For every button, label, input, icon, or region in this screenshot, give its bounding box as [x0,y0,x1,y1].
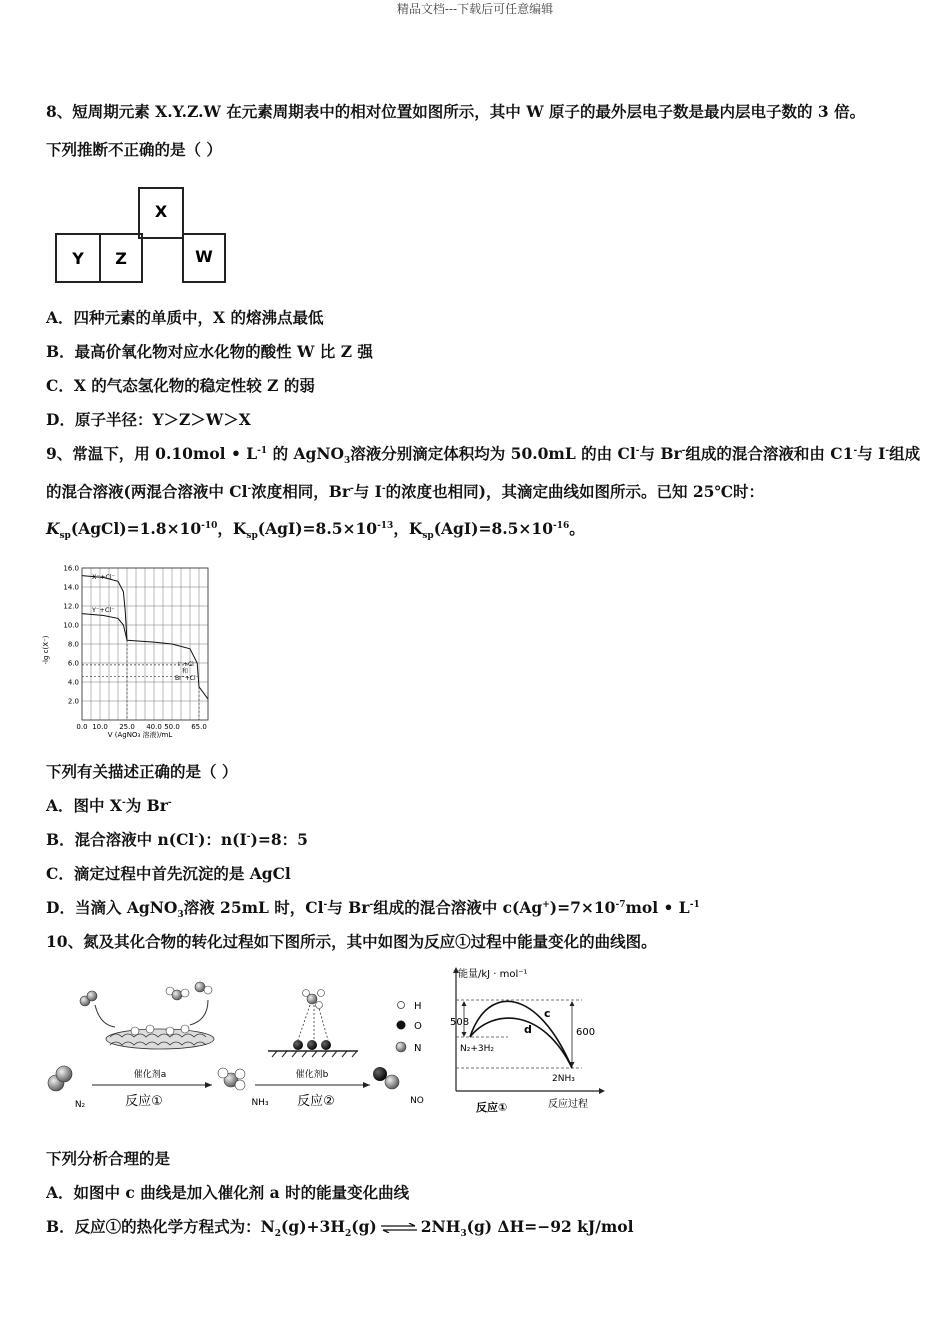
q9-option-d: D．当滴入 AgNO$_3$溶液 25mL 时，Cl-与 Br-组成的混合溶液中 $c(Ag^+)=7\times 10^{-7}mol$ • $L^{-1}$ [46,898,700,921]
catalyst-a-label: 催化剂a [133,1070,167,1080]
q10-option-b: B．反应①的热化学方程式为：$N_2(g)+3H_2(g)$ $2NH_3(g)$ ΔH=−92 kJ/mol [46,1217,634,1240]
label-products: 2NH₃ [552,1074,575,1084]
x-tick-label: 0.0 [76,723,88,731]
cell-x-label: X [154,202,168,221]
q10-option-a: A．如图中 c 曲线是加入催化剂 a 时的能量变化曲线 [46,1183,410,1202]
nh3-label: NH₃ [251,1098,269,1108]
cell-y-label: Y [72,249,84,268]
q9-ksp-line: $K_{sp}(AgCl)=1.8\times 10^{-10}$，$K_{sp}(AgI)=8.5\times 10^{-13}$，$K_{sp}(AgI)=8.5\times 10^{-16}$。 [46,519,585,542]
y-tick-label: 6.0 [67,659,79,668]
right-label-1: I⁻+Cl⁻ [178,661,197,668]
q8-option-d: D．原子半径：Y＞Z＞W＞X [46,410,251,429]
y-tick-label: 12.0 [63,602,79,611]
label-reactants: N₂+3H₂ [460,1044,494,1054]
periodic-table-figure [52,184,232,286]
q8-option-a: A．四种元素的单质中，X 的熔沸点最低 [46,308,324,327]
y-tick-label: 2.0 [67,697,79,706]
q9-stem-line1: 9、常温下，用 0.10mol • $L^{-1}$ 的 AgNO$_3$溶液分别滴定体积均为 50.0mL 的由 Cl-与 Br-组成的混合溶液和由 C1-与 I-组成 [46,444,921,467]
y-tick-label: 10.0 [63,621,79,630]
energy-x-label: 反应过程 [548,1099,588,1110]
reaction-1-label: 反应① [125,1094,163,1109]
q9-ask: 下列有关描述正确的是（ ） [46,762,238,781]
series-y-label: Y⁻+Cl⁻ [92,606,115,614]
chart-x-label: V (AgNO₃ 溶液)/mL [107,731,173,739]
legend-o: O [414,1021,422,1032]
q8-stem-line1: 8、短周期元素 X.Y.Z.W 在元素周期表中的相对位置如图所示，其中 W 原子的最外层电子数是最内层电子数的 3 倍。 [46,102,866,121]
chart-y-label: -lg c(X⁻) [42,635,50,665]
reaction-2-label: 反应② [297,1094,335,1109]
label-508: 508 [450,1017,470,1028]
titration-chart [40,560,225,745]
y-tick-label: 14.0 [63,583,79,592]
label-600: 600 [576,1027,596,1038]
no-label: NO [410,1096,424,1106]
label-curve-c: c [544,1007,551,1020]
series-x-label: X⁻+Cl⁻ [92,573,116,581]
energy-diagram [448,963,608,1118]
right-label-3: Br⁻+Cl⁻ [175,675,199,682]
titration-curve-2 [82,614,127,641]
q8-option-b: B．最高价氧化物对应水化物的酸性 W 比 Z 强 [46,342,373,361]
legend-h: H [414,1001,422,1012]
energy-panel-label: 反应① [476,1101,508,1114]
energy-axis-label: 能量/kJ · mol⁻¹ [458,969,528,980]
y-tick-label: 4.0 [67,678,79,687]
equilibrium-arrow-icon [381,1223,417,1233]
y-tick-label: 8.0 [67,640,79,649]
q9-option-c: C．滴定过程中首先沉淀的是 AgCl [46,864,291,883]
page-header: 精品文档---下载后可任意编辑 [396,2,554,16]
q8-stem-line2: 下列推断不正确的是（ ） [46,140,222,159]
label-curve-d: d [524,1023,532,1036]
legend-n: N [414,1043,422,1054]
q8-option-c: C．X 的气态氢化物的稳定性较 Z 的弱 [46,376,315,395]
q10-ask: 下列分析合理的是 [46,1149,171,1168]
q9-option-b: B．混合溶液中 n(Cl-)：n(I-)=8：5 [46,830,308,849]
x-tick-label: 50.0 [164,723,180,731]
x-tick-label: 65.0 [191,723,207,731]
n2-label: N₂ [74,1100,86,1110]
curve-c [470,1001,572,1068]
q10-stem: 10、氮及其化合物的转化过程如下图所示，其中如图为反应①过程中能量变化的曲线图。 [46,932,657,951]
x-tick-label: 10.0 [92,723,108,731]
x-tick-label: 40.0 [146,723,162,731]
cell-w-label: W [195,247,213,266]
q9-stem-line2: 的混合溶液(两混合溶液中 Cl-浓度相同，Br-与 I-的浓度也相同)，其滴定曲线如图所示。已知 25℃时： [46,482,765,501]
cell-z-label: Z [115,249,127,268]
right-label-2: 和 [182,668,189,675]
catalyst-b-label: 催化剂b [295,1070,329,1080]
x-tick-label: 25.0 [119,723,135,731]
y-tick-label: 16.0 [63,564,79,573]
reaction-scheme-figure [40,965,440,1115]
q9-option-a: A．图中 X-为 Br- [46,796,172,815]
